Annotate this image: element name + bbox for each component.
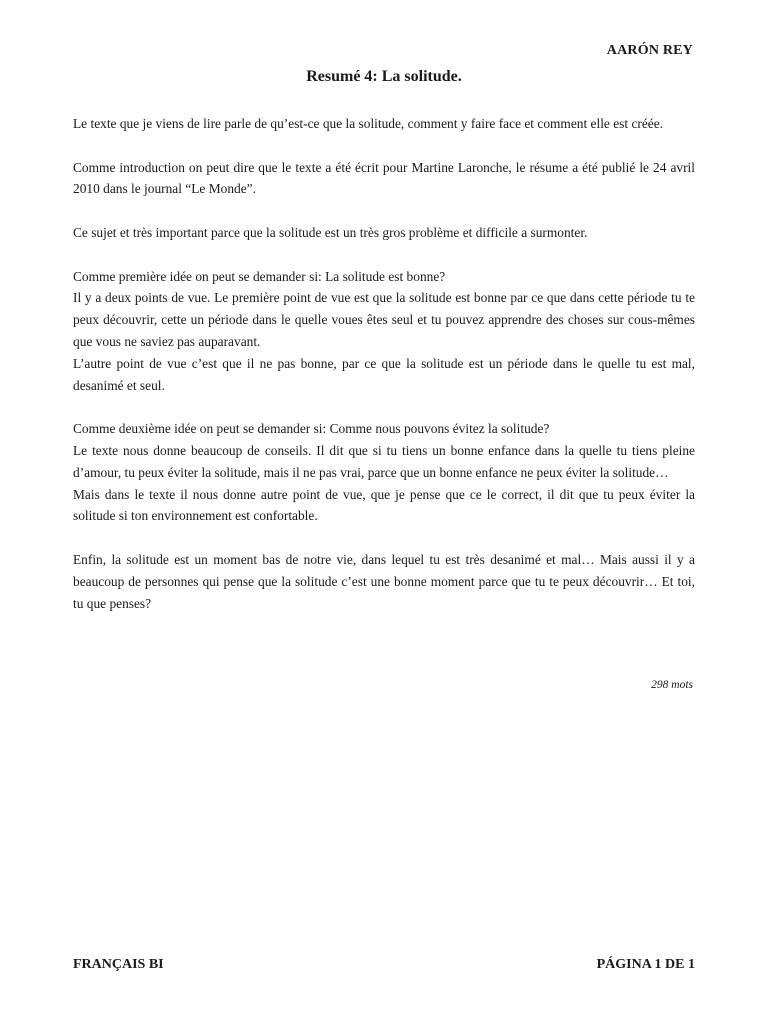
paragraph-line: Il y a deux points de vue. Le première point de vue est que la solitude est bonne par ce que dans cette période tu te peux découvrir, cette un période dans le quelle voues êtes seul et tu pouvez apprendre des choses sur cous-mêmes que vous ne saviez pas auparavant.	[73, 290, 695, 349]
paragraph-intro	[73, 113, 695, 135]
paragraph-subject	[73, 222, 695, 244]
word-count: 298 mots	[651, 679, 693, 691]
paragraph-line: Ce sujet et très important parce que la solitude est un très gros problème et difficile a surmonter.	[73, 224, 588, 240]
paragraph-second-idea	[73, 418, 695, 527]
paragraph-line: Comme deuxième idée on peut se demander si: Comme nous pouvons évitez la solitude?	[73, 421, 550, 437]
paragraph-line: Le texte nous donne beaucoup de conseils. Il dit que si tu tiens un bonne enfance dans la quelle tu tiens pleine d’amour, tu peux éviter la solitude, mais il ne pas vrai, parce que un bonne enfance ne peux éviter la solitude…	[73, 442, 695, 480]
paragraph-line: Le texte que je viens de lire parle de qu’est-ce que la solitude, comment y faire face et comment elle est créée.	[73, 116, 664, 131]
header-author: AARÓN REY	[606, 43, 693, 58]
paragraph-line: Comme première idée on peut se demander si: La solitude est bonne?	[73, 268, 446, 284]
paragraph-line: Mais dans le texte il nous donne autre point de vue, que je pense que ce le correct, il dit que tu peux éviter la solitude si ton environnement est confortable.	[73, 486, 695, 524]
paragraph-line: L’autre point de vue c’est que il ne pas bonne, par ce que la solitude est un période dans le quelle tu est mal, desanimé et seul.	[73, 355, 695, 393]
paragraph-introduction-source	[73, 157, 695, 201]
paragraph-line: Comme introduction on peut dire que le texte a été écrit pour Martine Laronche, le résume a été publié le 24 avril 2010 dans le journal “Le Monde”.	[73, 159, 695, 197]
document-body	[73, 113, 695, 614]
footer-page-number: PÁGINA 1 DE 1	[596, 957, 695, 972]
paragraph-line: Enfin, la solitude est un moment bas de notre vie, dans lequel tu est très desanimé et mal… Mais aussi il y a beaucoup de personnes qui pense que la solitude c’est une bonne moment parce que tu te peux découvrir… Et toi, tu que penses?	[73, 551, 695, 611]
paragraph-first-idea	[73, 266, 695, 397]
footer-course: FRANÇAIS BI	[73, 957, 164, 972]
document-title: Resumé 4: La solitude.	[306, 68, 462, 85]
paragraph-conclusion	[73, 549, 695, 614]
